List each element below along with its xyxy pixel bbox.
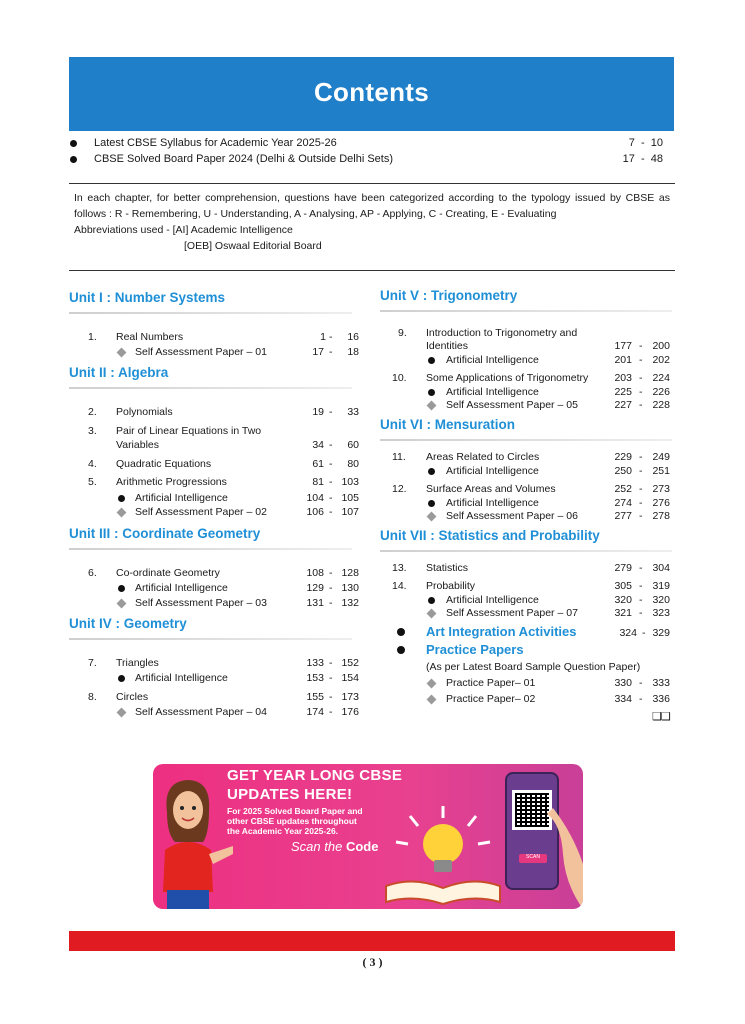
page-dash: - — [329, 346, 333, 358]
unit-title: Unit II : Algebra — [69, 365, 169, 380]
page-end: 128 — [341, 567, 359, 579]
page-end: 107 — [341, 506, 359, 518]
page-start: 174 — [306, 706, 324, 718]
page-dash: - — [329, 458, 333, 470]
sub-entry-title: Self Assessment Paper – 04 — [135, 706, 267, 718]
page-end: 228 — [652, 399, 670, 411]
sub-entry-title: Practice Paper– 01 — [446, 677, 536, 689]
chapter-number: 6. — [88, 567, 97, 579]
chapter-title: Probability — [426, 580, 476, 592]
page-dash: - — [639, 372, 643, 384]
page-dash: - — [639, 483, 643, 495]
page-dash: - — [639, 497, 643, 509]
page-dash: - — [329, 597, 333, 609]
chapter-title: Real Numbers — [116, 331, 184, 343]
chapter-title: Introduction to Trigonometry and — [426, 327, 578, 339]
chapter-number: 10. — [392, 372, 407, 384]
page-end: 202 — [652, 354, 670, 366]
bullet-icon — [428, 500, 435, 507]
page-end: 323 — [652, 607, 670, 619]
typology-note — [69, 183, 675, 271]
page-end: 80 — [347, 458, 359, 470]
page-dash: - — [329, 506, 333, 518]
page-start: 17 — [312, 346, 324, 358]
page-end: 336 — [652, 693, 670, 705]
page-start: 108 — [306, 567, 324, 579]
page-end: 16 — [347, 331, 359, 343]
list-item — [69, 153, 669, 169]
chapter-title: Surface Areas and Volumes — [426, 483, 556, 495]
unit-divider — [380, 550, 672, 552]
chapter-number: 12. — [392, 483, 407, 495]
page-end: 132 — [341, 597, 359, 609]
sub-entry-title: Self Assessment Paper – 01 — [135, 346, 267, 358]
end-of-contents-mark: ❑❑ — [652, 711, 670, 723]
unit-divider — [380, 310, 672, 312]
list-item — [69, 137, 669, 153]
unit-divider — [69, 387, 352, 389]
page-dash: - — [639, 510, 643, 522]
sub-entry-title: Practice Paper– 02 — [446, 693, 536, 705]
page-dash: - — [639, 386, 643, 398]
unit-divider — [380, 439, 672, 441]
page-start: 104 — [306, 492, 324, 504]
page-dash: - — [642, 627, 646, 639]
diamond-bullet-icon — [117, 508, 127, 518]
chapter-title: Arithmetic Progressions — [116, 476, 227, 488]
page-start: 330 — [614, 677, 632, 689]
page-dash: - — [639, 677, 643, 689]
chapter-number: 7. — [88, 657, 97, 669]
page-dash: - — [329, 691, 333, 703]
chapter-number: 13. — [392, 562, 407, 574]
page-start: 229 — [614, 451, 632, 463]
page-end: 130 — [341, 582, 359, 594]
page-dash: - — [329, 492, 333, 504]
chapter-number: 3. — [88, 425, 97, 437]
item-pages: 17 - 48 — [622, 153, 663, 165]
page-end: 152 — [341, 657, 359, 669]
chapter-title: Areas Related to Circles — [426, 451, 540, 463]
banner-subtext: For 2025 Solved Board Paper and other CBSE updates throughout the Academic Year 2025-26. — [227, 806, 363, 836]
page-dash: - — [329, 567, 333, 579]
diamond-bullet-icon — [427, 401, 437, 411]
page-start: 321 — [614, 607, 632, 619]
page-end: 103 — [341, 476, 359, 488]
page-end: 249 — [652, 451, 670, 463]
page-start: 225 — [614, 386, 632, 398]
page-dash: - — [639, 399, 643, 411]
bullet-icon — [428, 389, 435, 396]
page-dash: - — [639, 354, 643, 366]
page-dash: - — [639, 451, 643, 463]
page-dash: - — [329, 331, 333, 343]
page-end: 333 — [652, 677, 670, 689]
typology-paragraph: In each chapter, for better comprehension, questions have been categorized according to the typology issued by CBSE as follows : R - Remembering, U - Understanding, A - Analysing, AP - Applying, C - Creating, E - Evaluating — [74, 192, 670, 220]
chapter-number: 2. — [88, 406, 97, 418]
scan-the-code-text: Scan the Code — [291, 839, 379, 854]
page-end: 329 — [652, 627, 670, 639]
page-start: 34 — [312, 439, 324, 451]
page-end: 278 — [652, 510, 670, 522]
page-dash: - — [639, 693, 643, 705]
page-dash: - — [639, 465, 643, 477]
bullet-icon — [428, 357, 435, 364]
sub-entry-title: Artificial Intelligence — [446, 465, 539, 477]
abbreviation-line: Abbreviations used - [AI] Academic Intelligence — [74, 224, 293, 236]
bullet-icon — [397, 646, 405, 654]
chapter-title: Circles — [116, 691, 149, 703]
page-start: 274 — [614, 497, 632, 509]
page-start: 227 — [614, 399, 632, 411]
page-end: 304 — [652, 562, 670, 574]
unit-title: Unit VI : Mensuration — [380, 417, 515, 432]
sub-entry-title: Artificial Intelligence — [446, 497, 539, 509]
page-end: 273 — [652, 483, 670, 495]
page-end: 154 — [341, 672, 359, 684]
page-dash: - — [329, 706, 333, 718]
bullet-icon — [118, 585, 125, 592]
page-start: 106 — [306, 506, 324, 518]
diamond-bullet-icon — [427, 512, 437, 522]
page-end: 60 — [347, 439, 359, 451]
page-end: 226 — [652, 386, 670, 398]
chapter-number: 5. — [88, 476, 97, 488]
hand-illustration — [543, 804, 583, 909]
chapter-title-continued: Identities — [426, 340, 469, 352]
page-start: 320 — [614, 594, 632, 606]
diamond-bullet-icon — [117, 708, 127, 718]
diamond-bullet-icon — [427, 609, 437, 619]
bullet-icon — [70, 156, 77, 163]
chapter-number: 1. — [88, 331, 97, 343]
page-start: 131 — [306, 597, 324, 609]
sub-entry-title: Artificial Intelligence — [135, 582, 228, 594]
chapter-number: 8. — [88, 691, 97, 703]
page-dash: - — [329, 657, 333, 669]
sub-entry-title: Self Assessment Paper – 05 — [446, 399, 578, 411]
page-end: 276 — [652, 497, 670, 509]
section-title: Practice Papers — [426, 642, 524, 657]
page-start: 324 — [619, 627, 637, 639]
page-end: 319 — [652, 580, 670, 592]
page-title: Contents — [313, 77, 430, 107]
page-start: 81 — [312, 476, 324, 488]
page-end: 33 — [347, 406, 359, 418]
sub-entry-title: Artificial Intelligence — [446, 594, 539, 606]
page-start: 155 — [306, 691, 324, 703]
page-end: 105 — [341, 492, 359, 504]
page-start: 133 — [306, 657, 324, 669]
sub-entry-title: Artificial Intelligence — [446, 386, 539, 398]
abbreviation-line: [OEB] Oswaal Editorial Board — [184, 240, 322, 252]
sub-entry-title: Self Assessment Paper – 03 — [135, 597, 267, 609]
page-dash: - — [329, 476, 333, 488]
page-dash: - — [639, 340, 643, 352]
bullet-icon — [118, 495, 125, 502]
unit-divider — [69, 312, 352, 314]
page-end: 320 — [652, 594, 670, 606]
page-start: 61 — [312, 458, 324, 470]
page-dash: - — [639, 580, 643, 592]
top-contents-list — [69, 137, 669, 169]
chapter-number: 9. — [398, 327, 407, 339]
bullet-icon — [397, 628, 405, 636]
unit-title: Unit VII : Statistics and Probability — [380, 528, 600, 543]
page-start: 129 — [306, 582, 324, 594]
sub-entry-title: Artificial Intelligence — [135, 492, 228, 504]
page-dash: - — [639, 607, 643, 619]
page-start: 252 — [614, 483, 632, 495]
page-start: 279 — [614, 562, 632, 574]
chapter-title: Polynomials — [116, 406, 173, 418]
diamond-bullet-icon — [427, 679, 437, 689]
page-end: 173 — [341, 691, 359, 703]
page-start: 153 — [306, 672, 324, 684]
page-end: 251 — [652, 465, 670, 477]
item-label: CBSE Solved Board Paper 2024 (Delhi & Outside Delhi Sets) — [94, 153, 393, 165]
footer-bar — [69, 931, 675, 951]
page-start: 334 — [614, 693, 632, 705]
diamond-bullet-icon — [117, 348, 127, 358]
lightbulb-book-illustration — [378, 804, 508, 909]
page-dash: - — [329, 672, 333, 684]
chapter-title: Triangles — [116, 657, 159, 669]
bullet-icon — [118, 675, 125, 682]
page-end: 200 — [652, 340, 670, 352]
scan-button[interactable]: SCAN — [519, 854, 547, 863]
sub-entry-title: Self Assessment Paper – 02 — [135, 506, 267, 518]
page-start: 305 — [614, 580, 632, 592]
page-end: 176 — [341, 706, 359, 718]
chapter-number: 4. — [88, 458, 97, 470]
unit-title: Unit V : Trigonometry — [380, 288, 518, 303]
chapter-title: Pair of Linear Equations in Two — [116, 425, 262, 437]
chapter-title: Statistics — [426, 562, 469, 574]
unit-title: Unit I : Number Systems — [69, 290, 226, 305]
sub-entry-title: Self Assessment Paper – 07 — [446, 607, 578, 619]
banner-headline: GET YEAR LONG CBSE UPDATES HERE! — [227, 767, 403, 803]
unit-divider — [69, 638, 352, 640]
unit-divider — [69, 548, 352, 550]
chapter-title: Quadratic Equations — [116, 458, 212, 470]
bullet-icon — [70, 140, 77, 147]
page-dash: - — [639, 562, 643, 574]
page-start: 1 — [320, 331, 326, 343]
chapter-title: Some Applications of Trigonometry — [426, 372, 589, 384]
unit-title: Unit IV : Geometry — [69, 616, 187, 631]
page-dash: - — [329, 582, 333, 594]
chapter-title-continued: Variables — [116, 439, 159, 451]
page-start: 177 — [614, 340, 632, 352]
page-dash: - — [329, 439, 333, 451]
bullet-icon — [428, 468, 435, 475]
chapter-number: 14. — [392, 580, 407, 592]
diamond-bullet-icon — [117, 599, 127, 609]
girl-illustration — [153, 772, 233, 909]
page-dash: - — [639, 594, 643, 606]
diamond-bullet-icon — [427, 695, 437, 705]
page-start: 277 — [614, 510, 632, 522]
unit-title: Unit III : Coordinate Geometry — [69, 526, 261, 541]
page-start: 19 — [312, 406, 324, 418]
promo-banner[interactable] — [153, 764, 583, 909]
sub-entry-title: Artificial Intelligence — [135, 672, 228, 684]
section-subtitle: (As per Latest Board Sample Question Paper) — [426, 661, 641, 673]
chapter-title: Co-ordinate Geometry — [116, 567, 220, 579]
page-start: 250 — [614, 465, 632, 477]
item-label: Latest CBSE Syllabus for Academic Year 2025-26 — [94, 137, 337, 149]
page-start: 203 — [614, 372, 632, 384]
item-pages: 7 - 10 — [628, 137, 663, 149]
sub-entry-title: Artificial Intelligence — [446, 354, 539, 366]
page-number: ( 3 ) — [362, 955, 383, 969]
page-end: 224 — [652, 372, 670, 384]
bullet-icon — [428, 597, 435, 604]
page-dash: - — [329, 406, 333, 418]
page-start: 201 — [614, 354, 632, 366]
sub-entry-title: Self Assessment Paper – 06 — [446, 510, 578, 522]
contents-header-bar — [69, 57, 674, 131]
page-end: 18 — [347, 346, 359, 358]
chapter-number: 11. — [392, 451, 406, 463]
section-title: Art Integration Activities — [426, 624, 577, 639]
